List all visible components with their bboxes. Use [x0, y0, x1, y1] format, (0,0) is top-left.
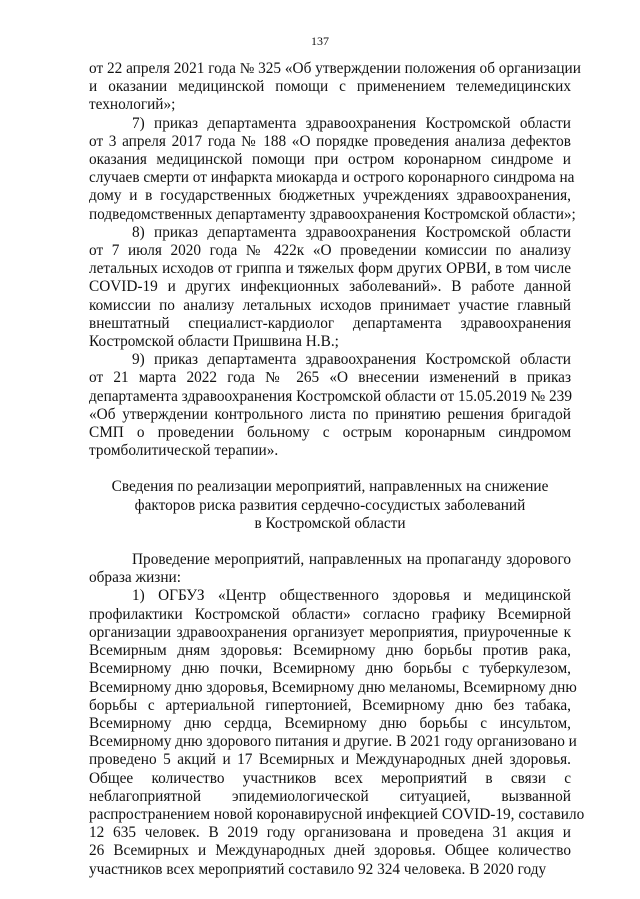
order-list [89, 60, 581, 460]
paragraph-line: дому и в государственных бюджетных учреждениях здравоохранения, [89, 187, 571, 205]
paragraph-line: от 3 апреля 2017 года № 188 «О порядке проведения анализа дефектов [89, 132, 571, 150]
paragraph-line: подведомственных департаменту здравоохранения Костромской области»; [89, 205, 576, 223]
paragraph-line: борьбы с артериальной гипертонией, Всемирному дню без табака, [89, 696, 571, 714]
paragraph-line: 1) ОГБУЗ «Центр общественного здоровья и медицинской [132, 587, 571, 605]
paragraph-line: Общее количество участников всех мероприятий в связи с [89, 769, 571, 787]
paragraph-line: летальных исходов от гриппа и тяжелых форм других ОРВИ, в том числе [89, 260, 571, 278]
paragraph-line: организации здравоохранения организует мероприятия, приуроченные к [89, 623, 571, 641]
spacer [89, 533, 571, 551]
paragraph-line: 8) приказ департамента здравоохранения Костромской области [132, 223, 571, 241]
paragraph-line: и оказании медицинской помощи с применением телемедицинских [89, 78, 571, 96]
paragraph-line: от 22 апреля 2021 года № 325 «Об утверждении положения об организации [89, 60, 581, 77]
heading-line: Сведения по реализации мероприятий, направленных на снижение [111, 478, 549, 496]
paragraph-line: Всемирному дню здорового питания и другие. В 2021 году организовано и [89, 733, 577, 751]
paragraph-line: 7) приказ департамента здравоохранения Костромской области [132, 114, 571, 132]
paragraph-line: оказания медицинской помощи при остром коронарном синдроме и [89, 151, 571, 169]
paragraph-line: тромболитической терапии». [89, 442, 279, 460]
paragraph-line: 26 Всемирных и Международных дней здоровья. Общее количество [89, 842, 571, 860]
paragraph-line: внештатный специалист-кардиолог департамента здравоохранения [89, 314, 571, 332]
section-heading [89, 478, 571, 533]
paragraph [89, 351, 571, 460]
paragraph-line: образа жизни: [89, 569, 181, 587]
paragraph-line: Костромской области Пришвина Н.В.; [89, 333, 339, 351]
paragraph-line: от 21 марта 2022 года № 265 «О внесении изменений в приказ [89, 369, 571, 387]
heading-line: в Костромской области [254, 514, 406, 532]
paragraph-line: случаев смерти от инфаркта миокарда и острого коронарного синдрома на [89, 169, 575, 187]
heading-line: факторов риска развития сердечно-сосудистых заболеваний [134, 496, 526, 514]
paragraph-line: неблагоприятной эпидемиологической ситуацией, вызванной [89, 787, 571, 805]
paragraph-line: «Об утверждении контрольного листа по принятию решения бригадой [89, 405, 571, 423]
paragraph-line: 12 635 человек. В 2019 году организована и проведена 31 акция и [89, 824, 571, 842]
paragraph [89, 60, 581, 115]
paragraph-line: распространением новой коронавирусной инфекцией COVID-19, составило [89, 805, 585, 823]
paragraph-line: COVID-19 и других инфекционных заболеваний». В работе данной [89, 278, 571, 296]
paragraph [89, 114, 576, 224]
paragraph-line: технологий»; [89, 96, 176, 114]
paragraph-line: департамента здравоохранения Костромской области от 15.05.2019 № 239 [89, 387, 572, 405]
paragraph-line: участников всех мероприятий составило 92 324 человека. В 2020 году [89, 860, 547, 878]
paragraph-line: проведено 5 акций и 17 Всемирных и Международных дней здоровья. [89, 751, 571, 769]
paragraph [89, 587, 585, 878]
paragraph-line: Проведение мероприятий, направленных на пропаганду здорового [132, 551, 571, 569]
document-body [89, 60, 585, 879]
paragraph-line: Всемирному дню сердца, Всемирному дню борьбы с инсультом, [89, 714, 571, 732]
paragraph [89, 224, 571, 351]
paragraph-line: Всемирным дням здоровья: Всемирному дню борьбы против рака, [89, 642, 571, 660]
section-body [89, 551, 585, 879]
paragraph-line: от 7 июля 2020 года № 422к «О проведении комиссии по анализу [89, 242, 571, 260]
paragraph-line: 9) приказ департамента здравоохранения Костромской области [132, 351, 571, 369]
page-number: 137 [311, 34, 329, 48]
paragraph-line: СМП о проведении больному с острым коронарным синдромом [89, 424, 571, 442]
paragraph [89, 551, 571, 587]
spacer [89, 460, 571, 478]
paragraph-line: комиссии по анализу летальных исходов принимает участие главный [89, 296, 571, 314]
paragraph-line: Всемирному дню здоровья, Всемирному дню меланомы, Всемирному дню [89, 678, 577, 696]
paragraph-line: Всемирному дню почки, Всемирному дню борьбы с туберкулезом, [89, 660, 571, 678]
paragraph-line: профилактики Костромской области» согласно графику Всемирной [89, 605, 571, 623]
